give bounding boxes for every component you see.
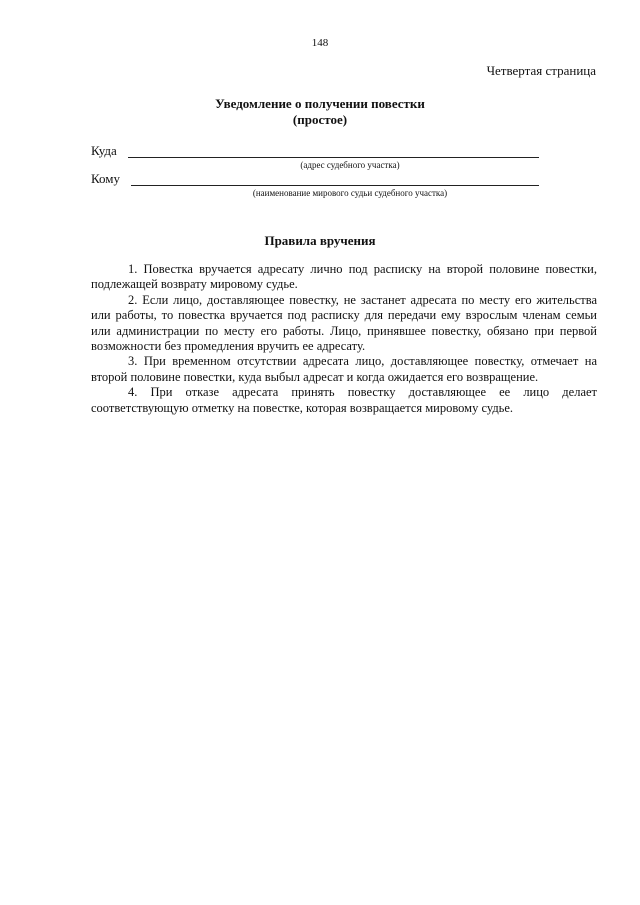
where-field-caption: (адрес судебного участка) (300, 160, 400, 170)
rule-item: 3. При временном отсутствии адресата лицо, доставляющее повестку, отмечает на второй половине повестки, куда выбыл адресат и когда ожидается его возвращение. (91, 354, 597, 384)
where-field-label: Куда (91, 143, 117, 158)
document-title (0, 96, 640, 128)
rule-item: 1. Повестка вручается адресату лично под расписку на второй половине повестки, подлежащей возврату мировому судье. (91, 262, 597, 292)
page-label: Четвертая страница (486, 63, 596, 78)
rule-item: 4. При отказе адресата принять повестку доставляющее ее лицо делает соответствующую отметку на повестке, которая возвращается мировому судье. (91, 385, 597, 415)
rule-item: 2. Если лицо, доставляющее повестку, не застанет адресата по месту его жительства или работы, то повестка вручается под расписку для передачи ему взрослым членам семьи или администрации по месту его работы. Лицо, принявшее повестку, обязано при первой возможности без промедления вручить ее адресату. (91, 292, 597, 354)
document-title-line-2: (простое) (292, 112, 348, 127)
rules-list (91, 262, 597, 416)
document-title-line-1: Уведомление о получении повестки (215, 96, 425, 111)
to-whom-field-caption: (наименование мирового судьи судебного участка) (252, 188, 448, 198)
to-whom-field-label: Кому (91, 171, 121, 186)
page-number: 148 (311, 37, 329, 49)
where-field-line[interactable] (128, 157, 539, 158)
rules-title: Правила вручения (264, 233, 376, 248)
to-whom-field-line[interactable] (131, 185, 539, 186)
where-field (91, 144, 539, 160)
to-whom-field (91, 172, 539, 188)
